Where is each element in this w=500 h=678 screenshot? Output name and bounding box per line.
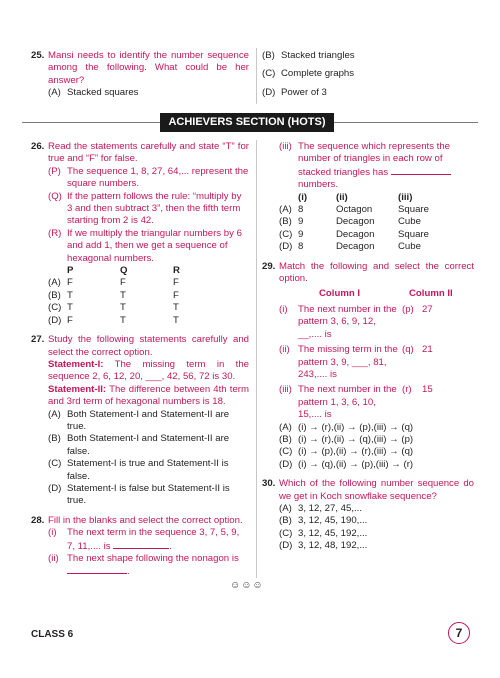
q29-number: 29. (262, 260, 276, 272)
q27-option-b[interactable]: (B) Both Statement-I and Statement-II are false. (48, 433, 230, 457)
q30-block (262, 478, 474, 552)
q27-statement-1: Statement-I: The missing term in the sequence 2, 6, 12, 20, ___, 42, 56, 72 is 30. (48, 358, 249, 383)
q29-column-headers: Column I Column II (319, 288, 453, 300)
q28-option-d[interactable]: (D) 8 Decagon Cube (279, 241, 421, 253)
q25-option-a[interactable]: (A) Stacked squares (48, 87, 139, 99)
q28-item-i: (i) The next term in the sequence 3, 7, 5, 9, 7, 11,.... is . (48, 527, 240, 552)
q30-text: Which of the following number sequence do we get in Koch snowflake sequence? (279, 478, 474, 502)
q25-options-right (262, 50, 474, 99)
q25-text: Mansi needs to identify the number sequence among the following. What could be her answer? (48, 50, 249, 86)
q30-option-c[interactable]: (C) 3, 12, 45, 192,... (279, 527, 368, 539)
q30-option-a[interactable]: (A) 3, 12, 27, 45,... (279, 502, 363, 514)
q27-number: 27. (31, 334, 45, 346)
q25-option-c[interactable]: (C) Complete graphs (262, 68, 355, 80)
q26-option-d[interactable]: (D) F T T (48, 314, 179, 326)
q29-pair-i: (i) The next number in the pattern 3, 6, 9, 12, __,.... is (p) 27 (279, 303, 433, 340)
q29-pair-ii: (ii) The missing term in the pattern 3, 9, ___, 81, 243,.... is (q) 21 (279, 344, 433, 380)
q27-option-a[interactable]: (A) Both Statement-I and Statement-II are true. (48, 408, 230, 432)
q25-option-b[interactable]: (B) Stacked triangles (262, 50, 355, 61)
q29-block (262, 261, 474, 472)
q26-option-b[interactable]: (B) T T F (48, 289, 179, 301)
q28-option-a[interactable]: (A) 8 Octagon Square (279, 204, 429, 216)
q29-option-c[interactable]: (C) (i) → (p),(ii) → (r),(iii) → (q) (279, 446, 414, 458)
page-number: 7 (448, 622, 470, 644)
q27-option-c[interactable]: (C) Statement-I is true and Statement-II is false. (48, 458, 229, 482)
q27-statement-2: Statement-II: The difference between 4th term and 3rd term of hexagonal numbers is 18. (48, 383, 249, 408)
q27-option-d[interactable]: (D) Statement-I is false but Statement-II is true. (48, 482, 230, 507)
q26-statement-p: (P) The sequence 1, 8, 27, 64,... represent the square numbers. (48, 165, 249, 190)
q29-pair-iii: (iii) The next number in the pattern 1, 3, 6, 10, 15,.... is (r) 15 (279, 384, 433, 421)
q28-number: 28. (31, 514, 45, 526)
smiley-icons: ☺☺☺ (230, 580, 264, 591)
q26-option-c[interactable]: (C) T T T (48, 302, 179, 314)
right-column (262, 141, 474, 553)
q29-option-d[interactable]: (D) (i) → (q),(ii) → (p),(iii) → (r) (279, 458, 414, 470)
q25-number: 25. (31, 50, 45, 61)
q25-block (31, 50, 249, 100)
q29-option-a[interactable]: (A) (i) → (r),(ii) → (p),(iii) → (q) (279, 421, 414, 433)
q30-number: 30. (262, 478, 276, 490)
q28-option-c[interactable]: (C) 9 Decagon Square (279, 228, 429, 240)
q26-statement-r: (R) If we multiply the triangular numbers by 6 and add 1, then we get a sequence of hexagonal numbers. (48, 227, 242, 264)
left-column (31, 141, 249, 579)
q30-option-d[interactable]: (D) 3, 12, 48, 192,... (279, 540, 368, 552)
q29-text: Match the following and select the correct option. (279, 260, 474, 285)
q28-continued (262, 141, 474, 254)
q28-text: Fill in the blanks and select the correct option. (48, 514, 243, 526)
q26-block (31, 141, 249, 327)
q26-table-header: P Q R (67, 265, 180, 277)
q26-text: Read the statements carefully and state “T” for true and “F” for false. (48, 141, 249, 165)
q26-statement-q: (Q) If the pattern follows the rule: “multiply by 3 and then subtract 3”, then the fifth term starting from 2 is 42. (48, 190, 242, 227)
q28-item-ii: (ii) The next shape following the nonagon is . (48, 553, 239, 578)
q28-option-b[interactable]: (B) 9 Decagon Cube (279, 216, 421, 228)
column-divider (256, 140, 257, 578)
footer-class-label: CLASS 6 (31, 629, 74, 640)
top-divider (256, 48, 257, 104)
q25-option-d[interactable]: (D) Power of 3 (262, 86, 327, 98)
q28-table-header: (i) (ii) (iii) (298, 191, 413, 203)
q29-option-b[interactable]: (B) (i) → (r),(ii) → (q),(iii) → (p) (279, 433, 414, 445)
q26-number: 26. (31, 141, 45, 152)
section-banner: ACHIEVERS SECTION (HOTS) (160, 113, 334, 132)
q27-block (31, 334, 249, 508)
q28-block (31, 515, 249, 579)
q26-option-a[interactable]: (A) F F F (48, 277, 179, 289)
q30-option-b[interactable]: (B) 3, 12, 45, 190,... (279, 515, 368, 527)
q27-text: Study the following statements carefully and select the correct option. (48, 334, 249, 358)
q28-item-iii: (iii) The sequence which represents the number of triangles in each row of stacked triangles has numbers. (279, 141, 450, 191)
